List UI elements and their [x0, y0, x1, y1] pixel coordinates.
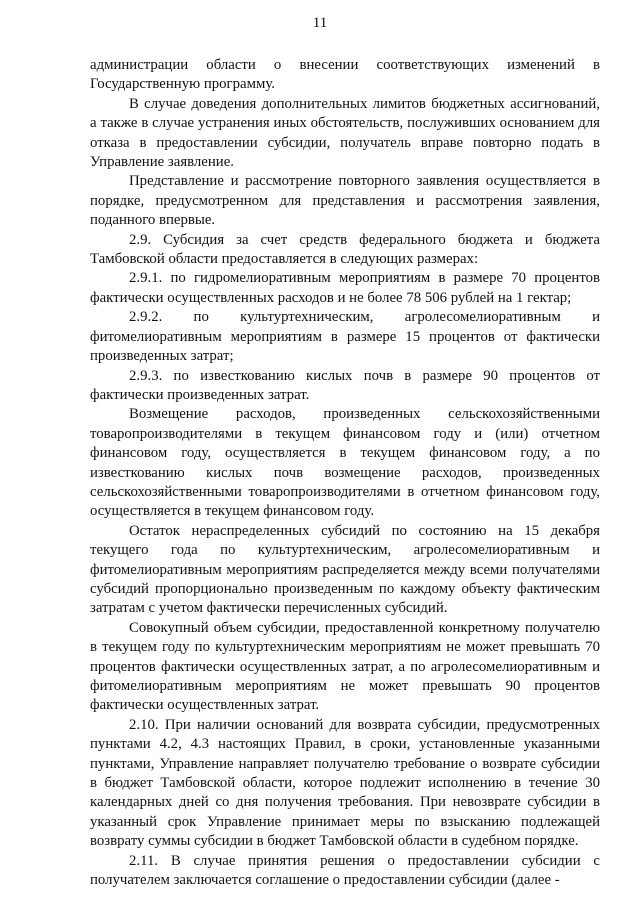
paragraph-2-9-3: 2.9.3. по известкованию кислых почв в размере 90 процентов от фактически произведенных затрат. [90, 367, 600, 403]
paragraph-reimbursement: Возмещение расходов, произведенных сельскохозяйственными товаропроизводителями в текущем финансовом году и (или) отчетном финансовом году, осуществляется в текущем финансовом году, а по известкованию кислых почв возмещение расходов, произведенных сельскохозяйственными товаропроизводителями в отчетном финансовом году, осуществляется в текущем финансовом году. [90, 406, 600, 520]
document-body [90, 56, 600, 890]
paragraph-2-9-2: 2.9.2. по культуртехническим, агролесомелиоративным и фитомелиоративным мероприятиям в размере 15 процентов от фактически произведенных затрат; [90, 309, 600, 365]
paragraph-repeat-application: Представление и рассмотрение повторного заявления осуществляется в порядке, предусмотренном для представления и рассмотрения заявления, поданного впервые. [90, 173, 600, 229]
paragraph-continuation: администрации области о внесении соответствующих изменений в Государственную программу. [90, 57, 600, 93]
paragraph-2-10: 2.10. При наличии оснований для возврата субсидии, предусмотренных пунктами 4.2, 4.3 настоящих Правил, в сроки, установленные указанными пунктами, Управление направляет получателю требование о возврате субсидии в бюджет Тамбовской области, которое подлежит исполнению в течение 30 календарных дней со дня получения требования. При невозврате субсидии в указанный срок Управление принимает меры по взысканию подлежащей возврату суммы субсидии в бюджет Тамбовской области в судебном порядке. [90, 716, 600, 850]
paragraph-total-volume: Совокупный объем субсидии, предоставленной конкретному получателю в текущем году по культуртехническим мероприятиям не может превышать 70 процентов фактически осуществленных затрат, а по агролесомелиоративным и фитомелиоративным мероприятиям не может превышать 90 процентов фактически осуществленных затрат. [90, 619, 600, 714]
paragraph-2-9: 2.9. Субсидия за счет средств федерального бюджета и бюджета Тамбовской области предоставляется в следующих размерах: [90, 231, 600, 268]
page-number: 11 [312, 15, 328, 31]
paragraph-2-9-1: 2.9.1. по гидромелиоративным мероприятиям в размере 70 процентов фактически осуществленных расходов и не более 78 506 рублей на 1 гектар; [90, 270, 600, 306]
paragraph-2-11: 2.11. В случае принятия решения о предоставлении субсидии с получателем заключается соглашение о предоставлении субсидии (далее - [90, 852, 600, 889]
paragraph-additional-limits: В случае доведения дополнительных лимитов бюджетных ассигнований, а также в случае устранения иных обстоятельств, послуживших основанием для отказа в предоставлении субсидии, получатель вправе повторно подать в Управление заявление. [90, 95, 600, 171]
paragraph-remainder: Остаток нераспределенных субсидий по состоянию на 15 декабря текущего года по культуртехническим, агролесомелиоративным и фитомелиоративным мероприятиям распределяется между всеми получателями субсидий пропорционально произведенным по каждому объекту фактическим затратам с учетом фактически перечисленных субсидий. [90, 522, 600, 617]
